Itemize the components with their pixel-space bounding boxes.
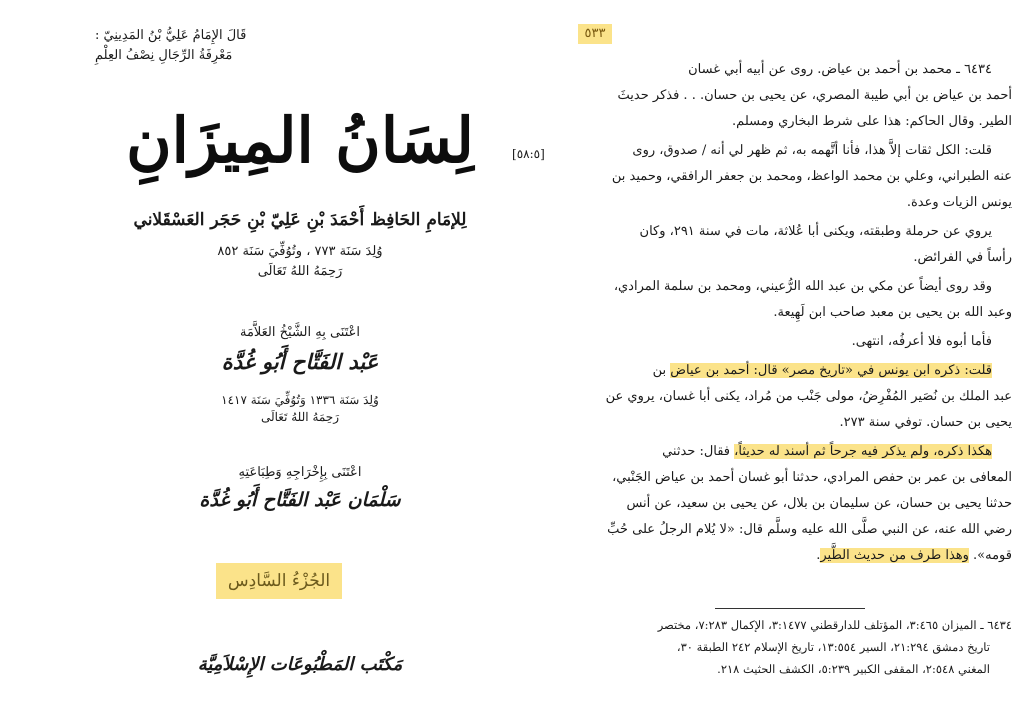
paragraph	[572, 138, 1012, 216]
publisher-name: سَلْمَان عَبْد الفَتَّاح أَبُو غُدَّة	[199, 489, 401, 511]
text-line	[572, 57, 1012, 83]
footnote-line: المغني ٢:٥٤٨، المقفى الكبير ٥:٢٣٩، الكشف الحثيث ٢١٨.	[717, 662, 990, 676]
text-run: يونس الزيات وعدة.	[906, 195, 1012, 210]
paragraph	[572, 274, 1012, 326]
text-line	[572, 138, 1012, 164]
volume-label: الجُزْءُ السَّادِس	[216, 563, 342, 599]
text-line	[572, 190, 1012, 216]
text-line	[572, 274, 1012, 300]
highlighted-text: وهذا طرف من حديث الطَّير	[820, 548, 969, 563]
text-line	[572, 83, 1012, 109]
paragraph	[572, 57, 1012, 135]
epigraph-line: قَالَ الإِمَامُ عَلِيُّ بْنُ المَدِينِيّ :	[95, 28, 247, 43]
text-run: حدثنا يحيى بن حسان، عن سليمان بن بلال، عن يحيى بن سعيد، عن أنس	[626, 496, 1012, 511]
margin-note: [٥٨:٥]	[512, 147, 545, 161]
footnotes	[572, 614, 1012, 680]
book-author: لِلإمَامِ الحَافِظ أَحْمَدَ بْنِ عَلِيّ بْنِ حَجَر العَسْقَلاني	[133, 210, 467, 230]
press-name: مَكْتَب المَطْبُوعَات الإِسْلاَمِيَّة	[197, 654, 403, 675]
text-line	[572, 543, 1012, 569]
text-run: بن	[652, 363, 671, 378]
text-run: عنه الطبراني، وعلي بن محمد الواعظ، ومحمد بن جعفر الرافقي، وحميد بن	[611, 169, 1012, 184]
text-line	[572, 329, 1012, 355]
paragraph	[572, 358, 1012, 436]
footnote-line: ٦٤٣٤ ـ الميزان ٣:٤٦٥، المؤتلف للدارقطني ٣:١٤٧٧، الإكمال ٧:٢٨٣، مختصر	[657, 618, 1012, 632]
text-run: أحمد بن عياض بن أبي طيبة المصري، عن يحيى بن حسان. . . فذكر حديثَ	[617, 88, 1012, 103]
footnote-line: تاريخ دمشق ٢١:٢٩٤، السير ١٣:٥٥٤، تاريخ الإسلام ٢٤٢ الطبقة ٣٠،	[676, 640, 990, 654]
content-page	[510, 0, 1023, 709]
text-line	[572, 164, 1012, 190]
text-run: قومه».	[968, 548, 1012, 563]
text-run: وعبد الله بن يحيى بن معبد صاحب ابن لَهِيعة.	[773, 305, 1012, 320]
text-line	[572, 358, 1012, 384]
text-line	[572, 219, 1012, 245]
text-run: وقد روى أيضاً عن مكي بن عبد الله الرُّعيني، ومحمد بن سلمة المرادي،	[613, 279, 992, 294]
text-line	[572, 439, 1012, 465]
editor-dates-line: رَحِمَهُ اللهُ تَعَالَى	[260, 410, 340, 424]
text-run: يروي عن حرملة وطبقته، ويكنى أبا عُلاثة، مات في سنة ٢٩١، وكان	[639, 224, 992, 239]
editor-name: عَبْد الفَتَّاح أَبُو غُدَّة	[221, 349, 379, 374]
title-page	[0, 0, 510, 709]
text-run: قلت: الكل ثقات إلاَّ هذا، فأنا أتَّهمه به، ثم ظهر لي أنه / صدوق، روى	[632, 143, 992, 158]
text-line	[572, 245, 1012, 271]
text-line	[572, 517, 1012, 543]
text-line	[572, 300, 1012, 326]
text-run: الطير. وقال الحاكم: هذا على شرط البخاري ومسلم.	[732, 114, 1012, 129]
epigraph	[95, 26, 335, 66]
text-line	[572, 109, 1012, 135]
text-run: فقال: حدثني	[662, 444, 735, 459]
epigraph-line: مَعْرِفَةُ الرِّجَالِ نِصْفُ العِلْمِ	[95, 48, 233, 63]
author-dates	[170, 242, 430, 282]
text-run: فأما أبوه فلا أعرفُه، انتهى.	[851, 334, 992, 349]
text-line	[572, 491, 1012, 517]
text-run: يحيى بن حسان. توفي سنة ٢٧٣.	[839, 415, 1012, 430]
text-run: رأساً في الفرائض.	[913, 250, 1012, 265]
editor-dates	[170, 392, 430, 426]
author-dates-line: رَحِمَهُ اللهُ تَعَالَى	[257, 264, 343, 279]
author-dates-line: وُلِدَ سَنَة ٧٧٣ ، وتُوُفِّيَ سَنَة ٨٥٢	[217, 244, 383, 259]
text-line	[572, 384, 1012, 410]
paragraph	[572, 219, 1012, 271]
editor-label: اعْتَنَى بِهِ الشَّيْخُ العَلاَّمَة	[239, 325, 361, 340]
footnote-divider	[715, 608, 865, 609]
text-line	[572, 465, 1012, 491]
text-run: .	[816, 548, 821, 563]
highlighted-text: قلت: ذكره ابن يونس في «تاريخ مصر» قال: أحمد بن عياض	[670, 363, 992, 378]
book-title: لِسَانُ المِيزَانِ	[126, 104, 474, 177]
highlighted-text: هكذا ذكره، ولم يذكر فيه جرحاً ثم أسند له حديثاً،	[734, 444, 992, 459]
editor-dates-line: وُلِدَ سَنَة ١٣٣٦ وَتُوُفِّيَ سَنَة ١٤١٧	[221, 393, 379, 407]
text-line	[572, 410, 1012, 436]
text-run: عبد الملك بن نُصَير المُفْرِضُ، مولى جَنْب من مُراد، يكنى أبا غسان، يروي عن	[605, 389, 1012, 404]
page-number: ٥٣٣	[578, 24, 612, 44]
paragraph	[572, 329, 1012, 355]
publisher-label: اعْتَنَى بِإِخْرَاجِهِ وَطِبَاعَتِهِ	[238, 465, 362, 480]
text-run: المعافى بن عمر بن حفص المرادي، حدثنا أبو غسان أحمد بن عياض الجَنْبي،	[612, 470, 1012, 485]
text-run: ٦٤٣٤ ـ محمد بن أحمد بن عياض. روى عن أبيه أبي غسان	[688, 62, 992, 77]
text-run: رضي الله عنه، عن النبي صلَّى الله عليه وسلَّم قال: «لا يُلام الرجلُ على حُبِّ	[607, 522, 1012, 537]
paragraph	[572, 439, 1012, 569]
